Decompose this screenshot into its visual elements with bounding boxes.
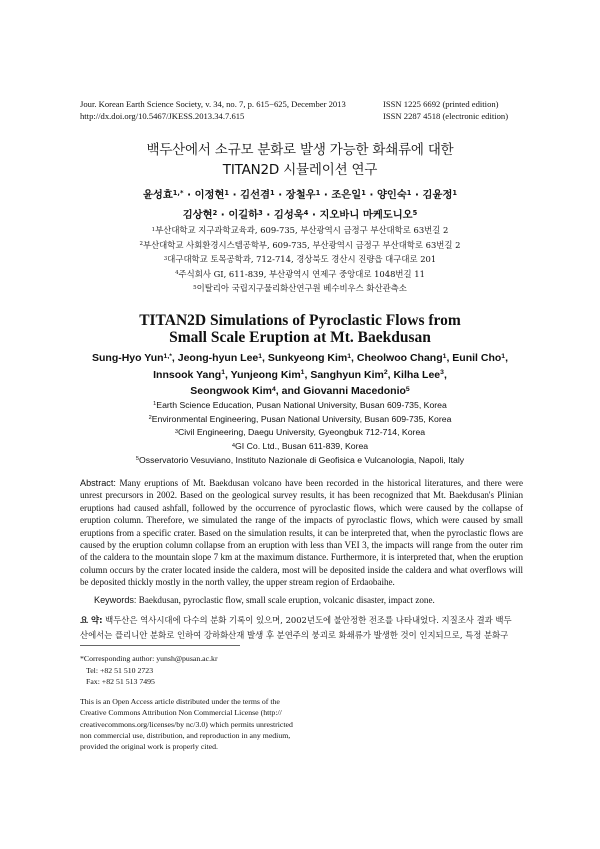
- author-separator: ·: [229, 189, 241, 201]
- affiliation-line: [0, 455, 600, 469]
- footnote-divider: [80, 645, 240, 646]
- author-name: 김윤정: [422, 189, 453, 201]
- author-name: 김성욱: [273, 209, 304, 221]
- author-affil-marker: 1: [361, 189, 366, 197]
- author-affil-marker: 5: [412, 209, 418, 217]
- affiliation-marker: 2: [148, 415, 152, 422]
- affiliation-marker: 2: [139, 241, 143, 248]
- affiliation-line: [0, 239, 600, 254]
- author-affil-marker: 5: [405, 385, 410, 393]
- keywords-text: Baekdusan, pyroclastic flow, small scale eruption, volcanic disaster, impact zone.: [138, 595, 435, 605]
- author-affil-marker: 1: [452, 189, 458, 197]
- affiliation-text: Environmental Engineering, Pusan National University, Busan 609-735, Korea: [151, 413, 452, 424]
- author-name: 이정현: [194, 189, 225, 201]
- english-authors-line: Innsook Yang$^1$, Yunjeong Kim$^1$, Sanghyun Kim$^2$, Kilha Lee$^3$,: [153, 368, 447, 381]
- author-separator: ·: [262, 209, 274, 221]
- author-affil-marker: 1: [442, 352, 447, 360]
- author-name: Kilha Lee: [393, 368, 441, 381]
- author-affil-marker: 1,*: [163, 352, 172, 360]
- english-abstract: [80, 477, 523, 589]
- keywords-label: Keywords:: [94, 595, 137, 605]
- author-separator: ,: [304, 368, 311, 381]
- journal-citation: Jour. Korean Earth Science Society, v. 34, no. 7, p. 615−625, December 2013: [80, 99, 346, 109]
- author-name: 조은일: [331, 189, 362, 201]
- author-name: 이길하: [228, 209, 259, 221]
- korean-affiliations: [0, 224, 600, 297]
- license-line: Creative Commons Attribution Non Commercial License (http://: [80, 708, 282, 718]
- korean-abstract-label: 요 약:: [80, 615, 103, 625]
- author-name: 김선겸: [240, 189, 271, 201]
- author-name: Eunil Cho: [452, 352, 502, 364]
- corresponding-tel: Tel: +82 51 510 2723: [86, 665, 154, 675]
- affiliation-text: 부산대학교 사회환경시스템공학부, 609-735, 부산광역시 금정구 부산대학로 63번길 2: [143, 239, 461, 250]
- author-affil-marker: 4: [271, 385, 276, 393]
- corresponding-fax: Fax: +82 51 513 7495: [86, 677, 155, 686]
- author-name: Sung-Hyo Yun: [91, 352, 164, 364]
- author-separator: ,: [351, 352, 357, 364]
- author-separator: ·: [411, 189, 423, 201]
- author-affil-marker: 1: [315, 189, 321, 197]
- affiliation-text: 주식회사 GI, 611-839, 부산광역시 연제구 중앙대로 1048번길 11: [178, 268, 425, 279]
- author-name: Sunkyeong Kim: [267, 352, 348, 364]
- author-separator: ,: [446, 352, 453, 364]
- affiliation-marker: 1: [153, 401, 157, 408]
- author-separator: ·: [308, 209, 320, 221]
- author-affil-marker: 1: [270, 189, 275, 197]
- author-affil-marker: 2: [383, 369, 388, 377]
- corresponding-email[interactable]: *Corresponding author: yunsh@pusan.ac.kr: [80, 654, 218, 663]
- and-word: and: [281, 385, 301, 397]
- author-affil-marker: 1: [224, 189, 230, 197]
- korean-abstract-line: [80, 613, 523, 628]
- author-affil-marker: 1: [258, 352, 263, 360]
- affiliation-line: [0, 253, 600, 268]
- english-affiliations: [0, 400, 600, 469]
- korean-abstract-text: 백두산은 역사시대에 다수의 분화 기록이 있으며, 2002년도에 불안정한 전조를 나타내었다. 지질조사 결과 백두: [105, 615, 512, 625]
- journal-header-right: [383, 98, 508, 122]
- author-separator: ·: [183, 189, 195, 201]
- korean-authors-line: [0, 206, 600, 226]
- korean-title-line: TITAN2D 시뮬레이션 연구: [222, 162, 378, 178]
- affiliation-marker: 5: [135, 456, 139, 463]
- author-name: Seongwook Kim: [190, 385, 272, 397]
- english-title-line: TITAN2D Simulations of Pyroclastic Flows from: [139, 312, 461, 329]
- author-separator: ,: [171, 352, 178, 364]
- affiliation-text: GI Co. Ltd., Busan 611-839, Korea: [235, 441, 369, 452]
- author-name: 김상현: [182, 209, 213, 221]
- abstract-text: Many eruptions of Mt. Baekdusan volcano have been recorded in the historical literatures, and there were unrest precursors in 2002. Based on the geological survey results, it has been recognized that Mt. Baekdusan's Plinian eruptions had caused ashfall, followed by the occurrence of pyroclastic flows, which were caused by the collapse of eruption column. Therefore, we simulated the range of the impacts of pyroclastic flows, which were caused by small eruptions from a specific crater. Based on the simulation results, it can be interpreted that, when the pyroclastic flows are caused by the eruption column collapse from an eruption with less than VEI 3, the impacts will range from the outer rim of the caldera to the mountain slope 7 km at the maximum distance. Furthermore, it is interpreted that, when the eruption column occurs by the crater located inside the caldera, most will be deposited inside the caldera and what overflows will be deposited thickly mostly in the north valley, the upper stream region of Erdaobaihe.: [80, 478, 523, 588]
- author-affil-marker: 3: [440, 369, 444, 377]
- affiliation-text: Osservatorio Vesuviano, Instituto Nazionale di Geofisica e Vulcanologia, Napoli, Italy: [138, 454, 465, 465]
- korean-title-line: 백두산에서 소규모 분화로 발생 가능한 화쇄류에 대한: [146, 142, 454, 158]
- korean-authors-line: [0, 186, 600, 206]
- author-separator: ,: [225, 368, 231, 381]
- affiliation-marker: 3: [163, 255, 168, 262]
- affiliation-line: [0, 268, 600, 283]
- author-name: Sanghyun Kim: [310, 368, 384, 381]
- korean-abstract-line: 산에서는 플리니안 분화로 인하여 강하화산재 발생 후 분연주의 붕괴로 화쇄류가 발생한 것이 인지되므로, 특정 분화구: [80, 629, 509, 640]
- author-affil-marker: 1: [406, 189, 412, 197]
- affiliation-marker: 3: [174, 428, 179, 435]
- affiliation-line: [0, 427, 600, 441]
- english-authors-line: Seongwook Kim$^4$, and Giovanni Macedonio$^5$: [190, 385, 410, 397]
- journal-header-left: [80, 98, 346, 122]
- license-line: This is an Open Access article distributed under the terms of the: [80, 697, 280, 706]
- author-affil-marker: 1: [501, 352, 506, 360]
- author-separator: ·: [217, 209, 229, 221]
- english-authors-line: Sung-Hyo Yun$^{1,*}$, Jeong-hyun Lee$^1$, Sunkyeong Kim$^1$, Cheolwoo Chang$^1$, Eunil Cho$^1$,: [91, 352, 508, 364]
- english-title: [0, 312, 600, 346]
- author-name: 윤성효: [142, 189, 173, 201]
- author-separator: ,: [387, 368, 394, 381]
- affiliation-text: Civil Engineering, Daegu University, Gyeongbuk 712-714, Korea: [178, 427, 426, 438]
- author-separator: ·: [320, 189, 332, 201]
- author-affil-marker: 1: [300, 369, 305, 377]
- english-title-line: Small Scale Eruption at Mt. Baekdusan: [169, 329, 431, 346]
- author-separator: ·: [365, 189, 377, 201]
- affiliation-line: [0, 282, 600, 297]
- affiliation-line: [0, 400, 600, 414]
- affiliation-line: [0, 224, 600, 239]
- author-name: Cheolwoo Chang: [356, 352, 443, 364]
- affiliation-text: 부산대학교 지구과학교육과, 609-735, 부산광역시 금정구 부산대학로 63번길 2: [155, 225, 449, 235]
- license-line: creativecommons.org/licenses/by nc/3.0) which permits unrestricted: [80, 719, 293, 729]
- author-separator: ·: [274, 189, 286, 201]
- author-affil-marker: 3: [258, 209, 263, 217]
- author-name: 양인숙: [376, 189, 407, 201]
- author-name: Giovanni Macedonio: [303, 385, 406, 397]
- author-name: Innsook Yang: [153, 368, 222, 381]
- affiliation-text: 대구대학교 토목공학과, 712-714, 경상북도 경산시 진량읍 대구대로 201: [167, 254, 437, 264]
- author-affil-marker: 1,*: [172, 189, 184, 197]
- author-affil-marker: 1: [221, 369, 225, 377]
- author-name: 장철우: [285, 189, 316, 201]
- affiliation-text: Earth Science Education, Pusan National University, Busan 609-735, Korea: [156, 400, 447, 410]
- affiliation-text: 이탈리아 국립지구물리화산연구원 베수비우스 화산관측소: [196, 283, 407, 293]
- affiliation-marker: 4: [175, 270, 179, 277]
- korean-title: [0, 140, 600, 180]
- korean-authors: [0, 186, 600, 226]
- author-affil-marker: 4: [303, 209, 309, 217]
- author-affil-marker: 1: [347, 352, 352, 360]
- affiliation-marker: 4: [231, 442, 235, 449]
- english-authors: [0, 351, 600, 401]
- affiliation-marker: 5: [193, 284, 197, 291]
- doi-link[interactable]: http://dx.doi.org/10.5467/JKESS.2013.34.7.615: [80, 111, 245, 121]
- affiliation-line: [0, 414, 600, 428]
- abstract-label: Abstract:: [80, 478, 116, 488]
- author-name: Jeong-hyun Lee: [177, 352, 259, 364]
- author-affil-marker: 2: [212, 209, 218, 217]
- license-line: provided the original work is properly cited.: [80, 742, 218, 752]
- author-name: 지오바니 마케도니오: [319, 209, 413, 221]
- license-notice: [80, 696, 293, 752]
- corresponding-author-footnote: [80, 653, 218, 688]
- affiliation-line: [0, 441, 600, 455]
- affiliation-marker: 1: [151, 226, 156, 233]
- author-separator: ,: [262, 352, 268, 364]
- issn-electronic: ISSN 2287 4518 (electronic edition): [383, 111, 509, 121]
- keywords: [94, 594, 435, 606]
- author-name: Yunjeong Kim: [230, 368, 301, 381]
- license-line: non commercial use, distribution, and reproduction in any medium,: [80, 730, 291, 740]
- korean-abstract: [80, 613, 523, 642]
- issn-print: ISSN 1225 6692 (printed edition): [383, 99, 499, 109]
